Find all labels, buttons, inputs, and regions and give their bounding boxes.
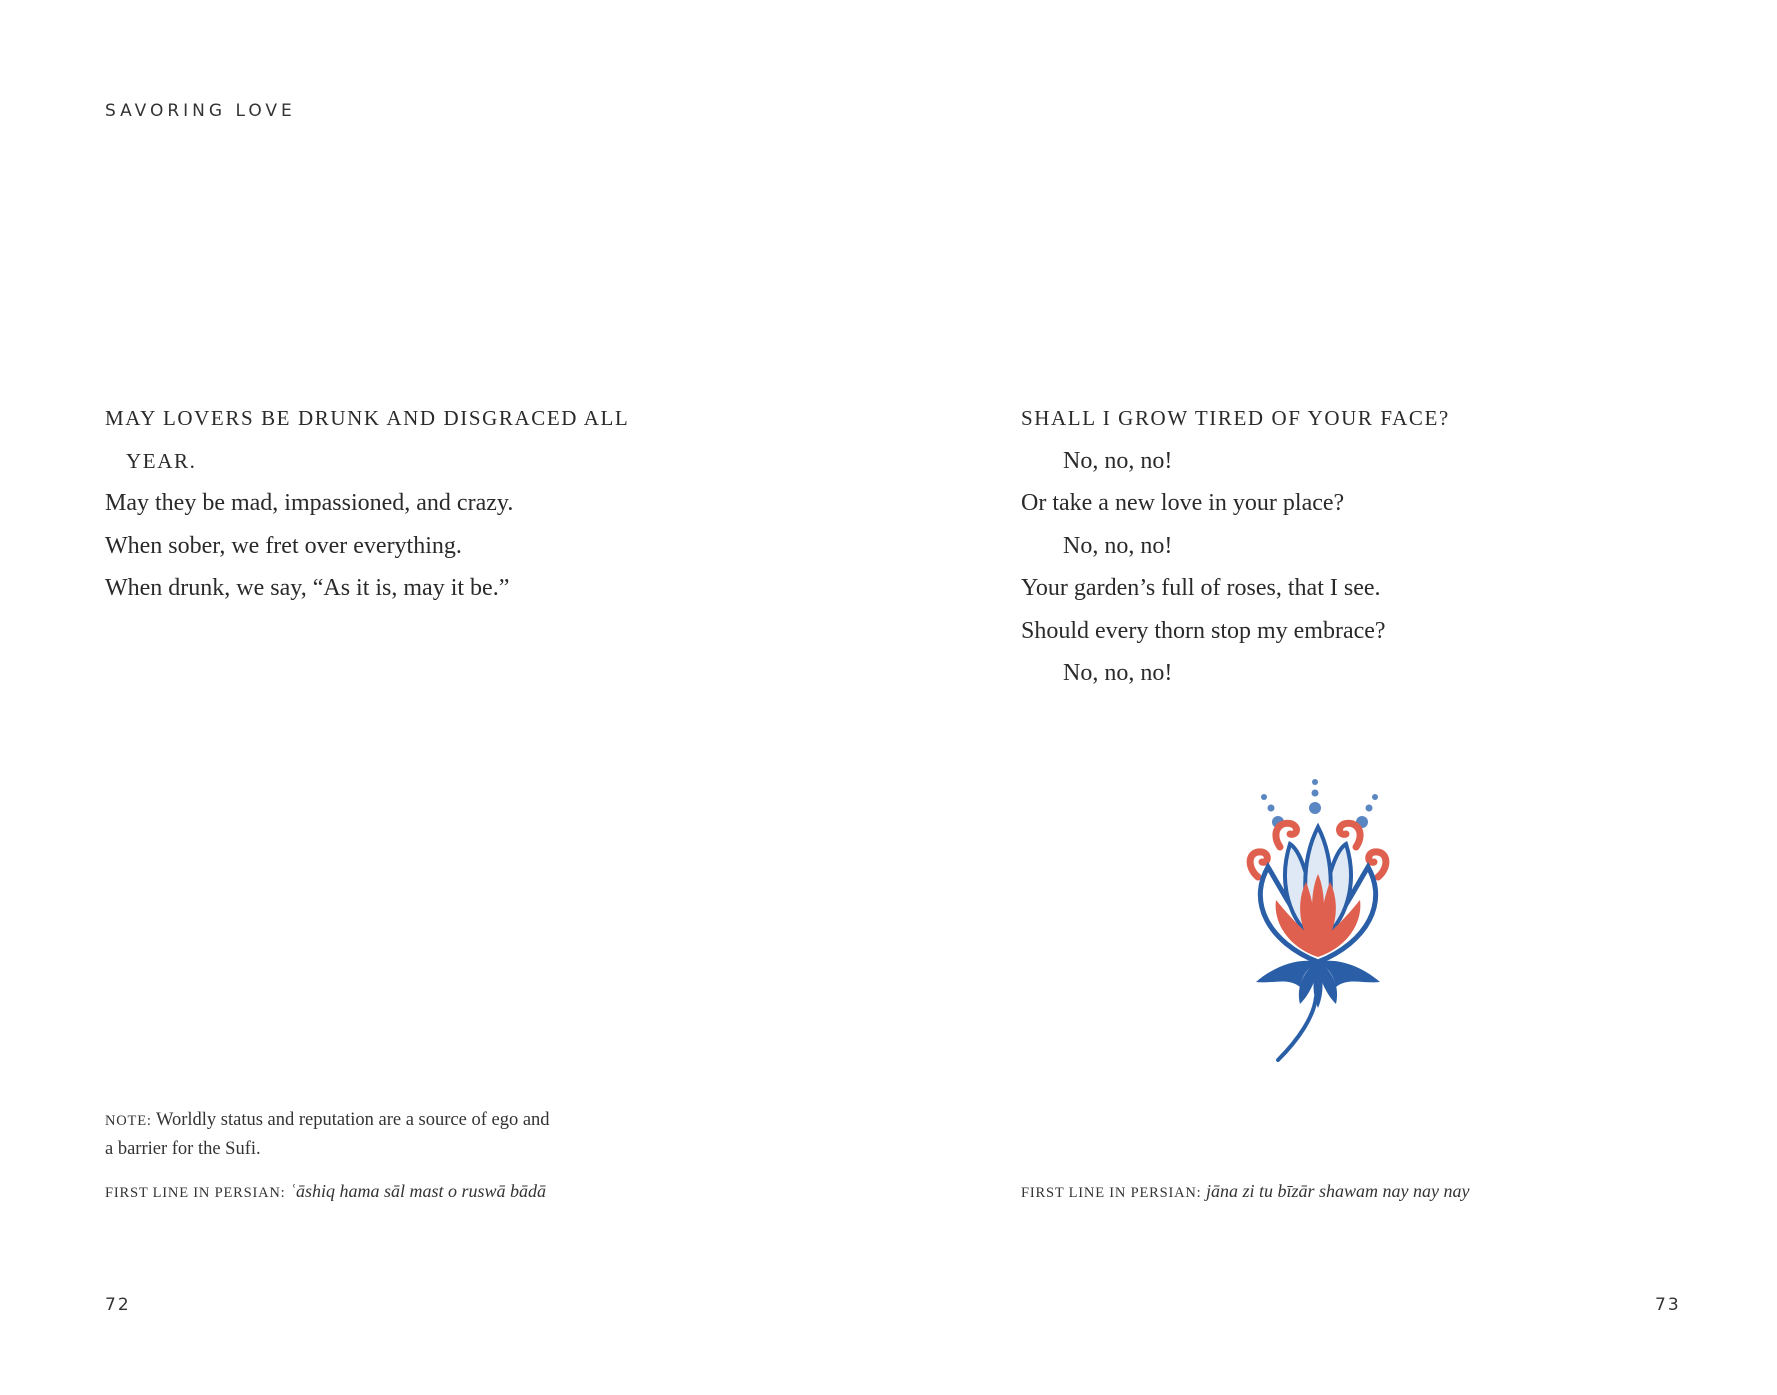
page-number-left: 72 [105,1295,131,1315]
persian-text: ʿāshiq hama sāl mast o ruswā bādā [289,1181,547,1201]
left-note [105,1106,665,1163]
persian-label: FIRST LINE IN PERSIAN: [1021,1185,1202,1201]
poem-line: No, no, no! [1063,447,1173,474]
ornament-leaves [1256,960,1380,1008]
left-persian-line [105,1181,546,1202]
poem-line: Or take a new love in your place? [1021,490,1345,516]
right-persian-line [1021,1181,1469,1202]
poem-line: May they be mad, impassioned, and crazy. [105,490,514,516]
poem-line: MAY LOVERS BE DRUNK AND DISGRACED ALL [105,406,630,430]
note-text-continued: a barrier for the Sufi. [105,1139,261,1159]
poem-line: Should every thorn stop my embrace? [1021,617,1386,644]
ornament-stem [1278,997,1316,1060]
poem-line: Your garden’s full of roses, that I see. [1021,575,1381,601]
poem-line: When sober, we fret over everything. [105,532,462,559]
note-label: NOTE: [105,1113,152,1129]
poem-line: No, no, no! [1063,532,1173,559]
poem-line: YEAR. [126,448,197,473]
persian-label: FIRST LINE IN PERSIAN: [105,1185,286,1201]
poem-line: No, no, no! [1063,660,1173,686]
persian-text: jāna zi tu bīzār shawam nay nay nay [1205,1181,1470,1201]
ornament-dots [1261,779,1378,828]
page-number-right: 73 [1655,1295,1681,1315]
flower-ornament-icon [1228,772,1408,1062]
note-text: Worldly status and reputation are a source of ego and [151,1110,550,1130]
poem-line: SHALL I GROW TIRED OF YOUR FACE? [1021,406,1450,430]
poem-line: When drunk, we say, “As it is, may it be.” [105,575,510,601]
running-head: SAVORING LOVE [105,101,296,121]
right-poem [1021,397,1641,695]
left-poem [105,397,725,610]
